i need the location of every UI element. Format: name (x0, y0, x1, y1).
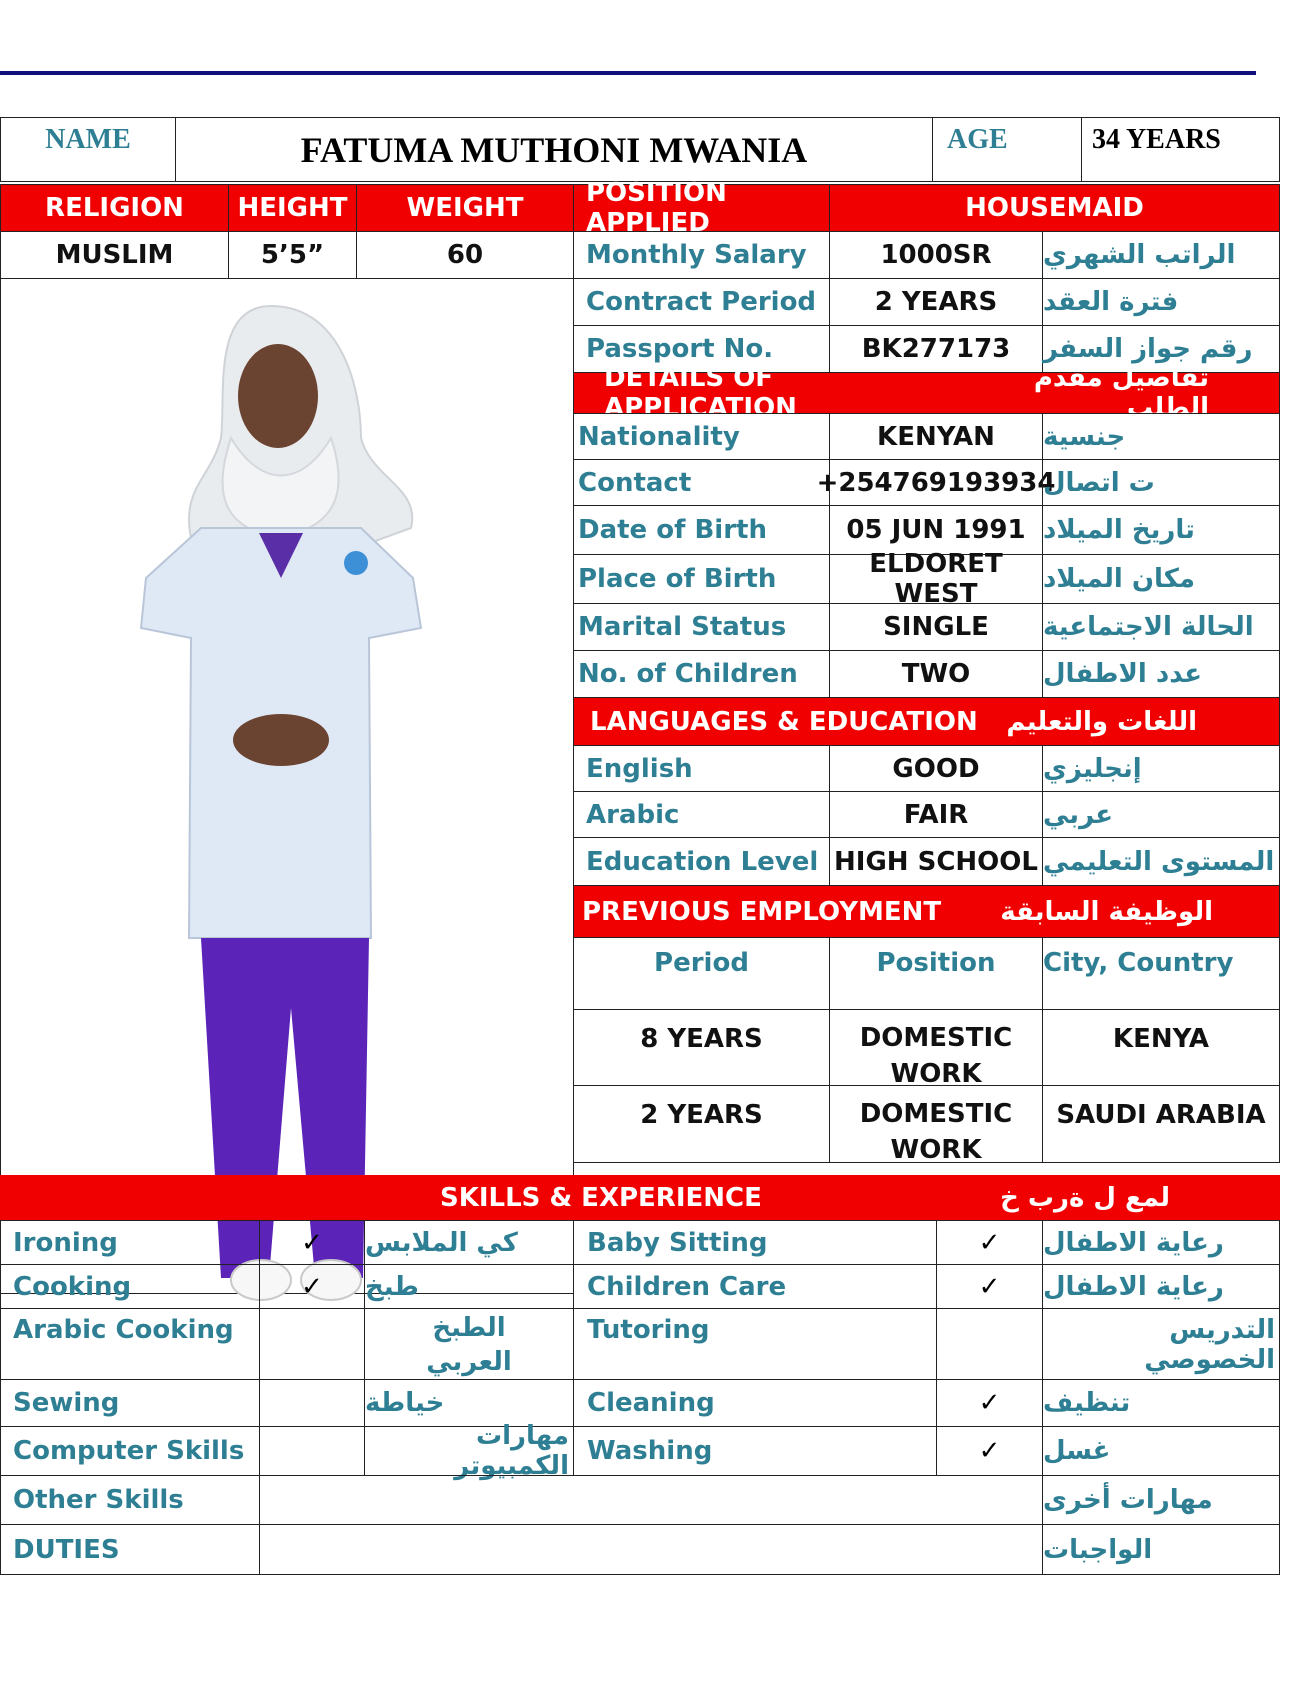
skill-sewing-arabic: خياطة (364, 1379, 574, 1427)
height-value: 5’5” (228, 231, 357, 279)
candidate-name: FATUMA MUTHONI MWANIA (175, 117, 933, 182)
skill-computer-arabic: مهارات الكمبيوتر (364, 1426, 574, 1476)
skill-ironing-arabic: كي الملابس (364, 1220, 574, 1265)
skill-babysitting-label: Baby Sitting (573, 1220, 937, 1265)
english-value: GOOD (829, 745, 1043, 792)
skill-childcare-arabic: رعاية الاطفال (1042, 1264, 1280, 1309)
skill-cooking-check: ✓ (259, 1264, 365, 1309)
employment-col-position: Position (829, 937, 1043, 1010)
skill-cleaning-check: ✓ (936, 1379, 1043, 1427)
arabic-label: Arabic (573, 791, 830, 838)
weight-value: 60 (356, 231, 574, 279)
height-header: HEIGHT (228, 184, 357, 232)
duties-label: DUTIES (0, 1524, 260, 1575)
nationality-value: KENYAN (829, 413, 1043, 460)
skill-sewing-label: Sewing (0, 1379, 260, 1427)
position-applied-header: POSITION APPLIED (573, 184, 830, 232)
salary-label: Monthly Salary (573, 231, 830, 279)
salary-value: 1000SR (829, 231, 1043, 279)
skill-computer-label: Computer Skills (0, 1426, 260, 1476)
header-rule (0, 71, 1256, 75)
position-applied-value: HOUSEMAID (829, 184, 1280, 232)
employment-row-2-position (829, 1085, 1043, 1163)
employment-col-city: City, Country (1042, 937, 1280, 1010)
skill-tutoring-check (936, 1308, 1043, 1380)
passport-label: Passport No. (573, 325, 830, 373)
education-arabic: المستوى التعليمي (1042, 837, 1280, 886)
other-skills-value (259, 1475, 1043, 1525)
passport-value: BK277173 (829, 325, 1043, 373)
employment-title: PREVIOUS EMPLOYMENT (582, 896, 942, 927)
skill-tutoring-arabic: التدريس الخصوصي (1042, 1308, 1280, 1380)
employment-row-2-position-l1: DOMESTIC (859, 1099, 1013, 1129)
marital-arabic: الحالة الاجتماعية (1042, 603, 1280, 651)
skill-arabic-cooking-arabic-l1: الطبخ (432, 1313, 506, 1343)
languages-title-arabic: اللغات والتعليم (1006, 706, 1197, 737)
arabic-value: FAIR (829, 791, 1043, 838)
skill-cooking-arabic: طبخ (364, 1264, 574, 1309)
skill-babysitting-arabic: رعاية الاطفال (1042, 1220, 1280, 1265)
employment-title-arabic: الوظيفة السابقة (1000, 896, 1213, 927)
skill-washing-label: Washing (573, 1426, 937, 1476)
pob-label: Place of Birth (573, 554, 830, 604)
salary-arabic: الراتب الشهري (1042, 231, 1280, 279)
skill-cleaning-label: Cleaning (573, 1379, 937, 1427)
candidate-photo (1, 278, 573, 1292)
english-label: English (573, 745, 830, 792)
pob-arabic: مكان الميلاد (1042, 554, 1280, 604)
marital-label: Marital Status (573, 603, 830, 651)
employment-row-1-position (829, 1009, 1043, 1089)
education-label: Education Level (573, 837, 830, 886)
passport-arabic: رقم جواز السفر (1042, 325, 1280, 373)
children-label: No. of Children (573, 650, 830, 698)
skill-washing-check: ✓ (936, 1426, 1043, 1476)
details-title-arabic: تفاصيل مقدم الطلب (1033, 363, 1209, 423)
skill-arabic-cooking-label: Arabic Cooking (0, 1308, 260, 1380)
marital-value: SINGLE (829, 603, 1043, 651)
skill-tutoring-label: Tutoring (573, 1308, 937, 1380)
contact-arabic: ت اتصال (1042, 459, 1280, 506)
weight-header: WEIGHT (356, 184, 574, 232)
contact-value: +254769193934 (829, 459, 1043, 506)
skill-arabic-cooking-check (259, 1308, 365, 1380)
english-arabic: إنجليزي (1042, 745, 1280, 792)
religion-value: MUSLIM (0, 231, 229, 279)
skill-babysitting-check: ✓ (936, 1220, 1043, 1265)
employment-col-period: Period (573, 937, 830, 1010)
religion-header: RELIGION (0, 184, 229, 232)
employment-row-2-city: SAUDI ARABIA (1042, 1085, 1280, 1163)
cv-sheet (0, 117, 1280, 1582)
details-header (573, 363, 1280, 423)
contract-period-label: Contract Period (573, 278, 830, 326)
children-arabic: عدد الاطفال (1042, 650, 1280, 698)
arabic-arabic: عربي (1042, 791, 1280, 838)
name-label: NAME (0, 117, 176, 182)
details-title: DETAILS OF APPLICATION (604, 363, 797, 423)
contract-period-value: 2 YEARS (829, 278, 1043, 326)
languages-header (573, 697, 1280, 746)
pob-value: ELDORET WEST (829, 554, 1043, 604)
skill-washing-arabic: غسل (1042, 1426, 1280, 1476)
skill-cleaning-arabic: تنظيف (1042, 1379, 1280, 1427)
skill-childcare-label: Children Care (573, 1264, 937, 1309)
skill-ironing-label: Ironing (0, 1220, 260, 1265)
skills-title: SKILLS & EXPERIENCE (440, 1183, 762, 1213)
skill-arabic-cooking-arabic-l2: العربي (426, 1347, 512, 1377)
employment-row-1-period: 8 YEARS (573, 1009, 830, 1086)
employment-row-1-position-l1: DOMESTIC (859, 1023, 1013, 1053)
employment-row-1-city: KENYA (1042, 1009, 1280, 1086)
skill-childcare-check: ✓ (936, 1264, 1043, 1309)
photo-cell (0, 278, 574, 1294)
skill-ironing-check: ✓ (259, 1220, 365, 1265)
duties-value (259, 1524, 1043, 1575)
other-skills-arabic: مهارات أخرى (1042, 1475, 1280, 1525)
dob-label: Date of Birth (573, 505, 830, 555)
children-value: TWO (829, 650, 1043, 698)
skills-title-arabic: لمع ل ةرب خ (1000, 1183, 1170, 1213)
age-label: AGE (932, 117, 1082, 182)
employment-row-1-position-l2: WORK (890, 1059, 982, 1089)
employment-row-2-position-l2: WORK (890, 1135, 982, 1165)
duties-arabic: الواجبات (1042, 1524, 1280, 1575)
skill-arabic-cooking-arabic (364, 1308, 574, 1380)
skill-computer-check (259, 1426, 365, 1476)
other-skills-label: Other Skills (0, 1475, 260, 1525)
contact-label: Contact (573, 459, 830, 506)
dob-value: 05 JUN 1991 (829, 505, 1043, 555)
employment-header (573, 885, 1280, 938)
nationality-label: Nationality (573, 413, 830, 460)
languages-title: LANGUAGES & EDUCATION (590, 706, 978, 737)
skill-cooking-label: Cooking (0, 1264, 260, 1309)
skills-header (0, 1175, 1280, 1221)
education-value: HIGH SCHOOL (829, 837, 1043, 886)
skill-sewing-check (259, 1379, 365, 1427)
age-value: 34 YEARS (1081, 117, 1280, 182)
dob-arabic: تاريخ الميلاد (1042, 505, 1280, 555)
nationality-arabic: جنسية (1042, 413, 1280, 460)
employment-row-2-period: 2 YEARS (573, 1085, 830, 1163)
contract-period-arabic: فترة العقد (1042, 278, 1280, 326)
